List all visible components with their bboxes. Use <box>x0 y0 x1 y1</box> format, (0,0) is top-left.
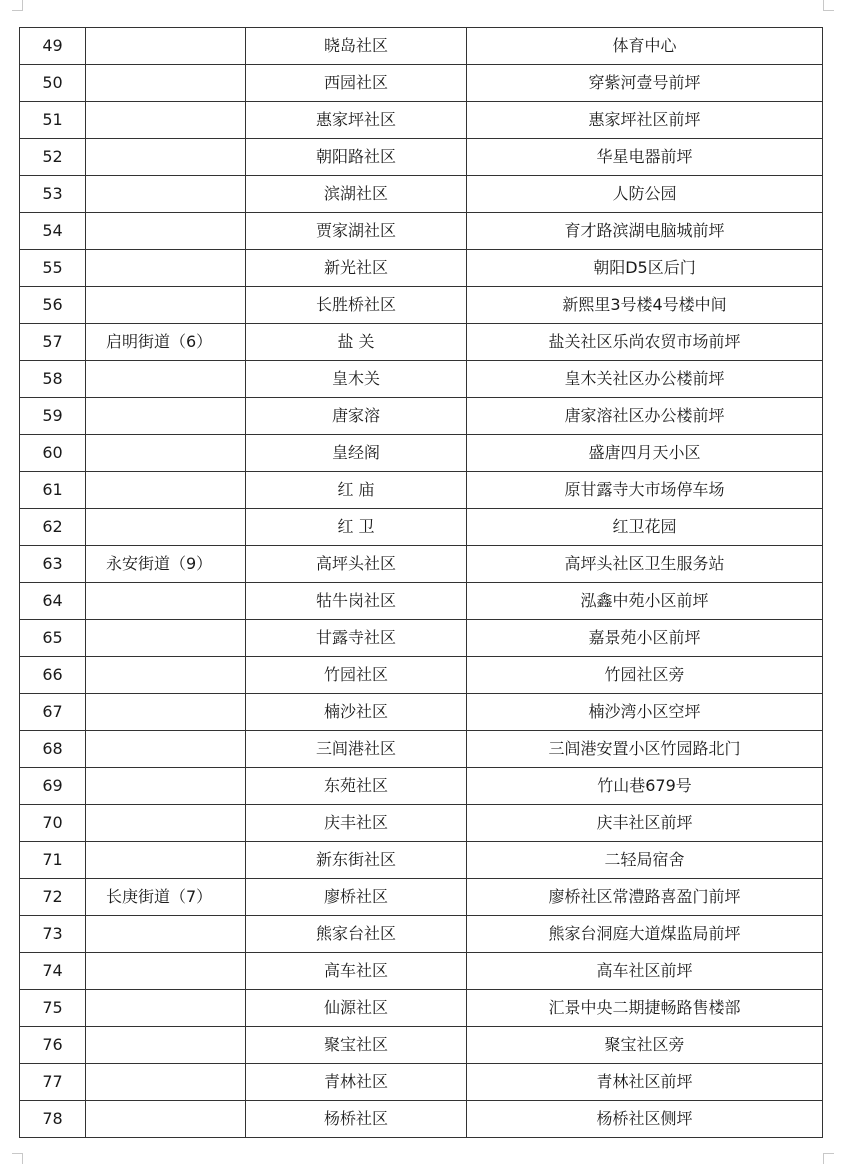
street-cell <box>86 990 246 1027</box>
table-row <box>20 139 823 176</box>
community-cell: 贾家湖社区 <box>246 213 467 250</box>
street-cell <box>86 287 246 324</box>
community-cell: 牯牛岗社区 <box>246 583 467 620</box>
street-cell <box>86 953 246 990</box>
location-cell: 青林社区前坪 <box>467 1064 823 1101</box>
street-cell <box>86 250 246 287</box>
table-row <box>20 28 823 65</box>
row-number-cell: 58 <box>20 361 86 398</box>
location-cell: 高车社区前坪 <box>467 953 823 990</box>
location-cell: 惠家坪社区前坪 <box>467 102 823 139</box>
street-cell <box>86 657 246 694</box>
community-cell: 新东街社区 <box>246 842 467 879</box>
row-number-cell: 78 <box>20 1101 86 1138</box>
table-row <box>20 731 823 768</box>
row-number-cell: 76 <box>20 1027 86 1064</box>
community-cell: 滨湖社区 <box>246 176 467 213</box>
table-row <box>20 287 823 324</box>
table-row <box>20 102 823 139</box>
location-cell: 杨桥社区侧坪 <box>467 1101 823 1138</box>
location-cell: 廖桥社区常澧路喜盈门前坪 <box>467 879 823 916</box>
street-cell <box>86 65 246 102</box>
table-row <box>20 65 823 102</box>
location-cell: 汇景中央二期捷畅路售楼部 <box>467 990 823 1027</box>
location-cell: 华星电器前坪 <box>467 139 823 176</box>
community-cell: 晓岛社区 <box>246 28 467 65</box>
community-cell: 楠沙社区 <box>246 694 467 731</box>
location-cell: 庆丰社区前坪 <box>467 805 823 842</box>
community-cell: 红 庙 <box>246 472 467 509</box>
row-number-cell: 49 <box>20 28 86 65</box>
row-number-cell: 65 <box>20 620 86 657</box>
street-cell <box>86 102 246 139</box>
row-number-cell: 66 <box>20 657 86 694</box>
row-number-cell: 74 <box>20 953 86 990</box>
table-row <box>20 435 823 472</box>
row-number-cell: 55 <box>20 250 86 287</box>
table-row <box>20 842 823 879</box>
location-cell: 唐家溶社区办公楼前坪 <box>467 398 823 435</box>
row-number-cell: 53 <box>20 176 86 213</box>
table-row <box>20 1064 823 1101</box>
street-cell <box>86 694 246 731</box>
row-number-cell: 72 <box>20 879 86 916</box>
location-cell: 楠沙湾小区空坪 <box>467 694 823 731</box>
street-cell <box>86 805 246 842</box>
row-number-cell: 67 <box>20 694 86 731</box>
street-cell <box>86 176 246 213</box>
row-number-cell: 52 <box>20 139 86 176</box>
community-cell: 甘露寺社区 <box>246 620 467 657</box>
location-cell: 盛唐四月天小区 <box>467 435 823 472</box>
table-row <box>20 953 823 990</box>
sites-table-body <box>20 28 823 1138</box>
location-cell: 高坪头社区卫生服务站 <box>467 546 823 583</box>
street-cell <box>86 509 246 546</box>
table-row <box>20 1101 823 1138</box>
table-row <box>20 472 823 509</box>
table-row <box>20 916 823 953</box>
location-cell: 体育中心 <box>467 28 823 65</box>
location-cell: 竹山巷679号 <box>467 768 823 805</box>
location-cell: 原甘露寺大市场停车场 <box>467 472 823 509</box>
row-number-cell: 50 <box>20 65 86 102</box>
street-cell: 长庚街道（7） <box>86 879 246 916</box>
community-cell: 庆丰社区 <box>246 805 467 842</box>
street-cell <box>86 1027 246 1064</box>
row-number-cell: 71 <box>20 842 86 879</box>
table-row <box>20 361 823 398</box>
table-row <box>20 694 823 731</box>
location-cell: 聚宝社区旁 <box>467 1027 823 1064</box>
page-corner-mark <box>12 1153 23 1164</box>
location-cell: 竹园社区旁 <box>467 657 823 694</box>
location-cell: 朝阳D5区后门 <box>467 250 823 287</box>
community-cell: 青林社区 <box>246 1064 467 1101</box>
location-cell: 嘉景苑小区前坪 <box>467 620 823 657</box>
table-row <box>20 879 823 916</box>
street-cell <box>86 472 246 509</box>
row-number-cell: 57 <box>20 324 86 361</box>
row-number-cell: 75 <box>20 990 86 1027</box>
location-cell: 新熙里3号楼4号楼中间 <box>467 287 823 324</box>
row-number-cell: 51 <box>20 102 86 139</box>
street-cell <box>86 731 246 768</box>
street-cell <box>86 361 246 398</box>
location-cell: 泓鑫中苑小区前坪 <box>467 583 823 620</box>
row-number-cell: 56 <box>20 287 86 324</box>
location-cell: 人防公园 <box>467 176 823 213</box>
community-cell: 廖桥社区 <box>246 879 467 916</box>
community-cell: 高车社区 <box>246 953 467 990</box>
page-corner-mark <box>823 0 834 11</box>
community-cell: 朝阳路社区 <box>246 139 467 176</box>
table-row <box>20 546 823 583</box>
street-cell: 永安街道（9） <box>86 546 246 583</box>
street-cell: 启明街道（6） <box>86 324 246 361</box>
community-cell: 东苑社区 <box>246 768 467 805</box>
street-cell <box>86 435 246 472</box>
row-number-cell: 73 <box>20 916 86 953</box>
street-cell <box>86 398 246 435</box>
row-number-cell: 64 <box>20 583 86 620</box>
row-number-cell: 63 <box>20 546 86 583</box>
row-number-cell: 70 <box>20 805 86 842</box>
community-cell: 仙源社区 <box>246 990 467 1027</box>
row-number-cell: 68 <box>20 731 86 768</box>
location-cell: 穿紫河壹号前坪 <box>467 65 823 102</box>
table-row <box>20 1027 823 1064</box>
street-cell <box>86 842 246 879</box>
street-cell <box>86 213 246 250</box>
table-row <box>20 398 823 435</box>
table-row <box>20 657 823 694</box>
location-cell: 红卫花园 <box>467 509 823 546</box>
community-cell: 高坪头社区 <box>246 546 467 583</box>
community-cell: 盐 关 <box>246 324 467 361</box>
row-number-cell: 61 <box>20 472 86 509</box>
table-row <box>20 990 823 1027</box>
street-cell <box>86 1101 246 1138</box>
table-row <box>20 509 823 546</box>
community-cell: 三闾港社区 <box>246 731 467 768</box>
community-cell: 聚宝社区 <box>246 1027 467 1064</box>
table-row <box>20 213 823 250</box>
location-cell: 熊家台洞庭大道煤监局前坪 <box>467 916 823 953</box>
community-cell: 惠家坪社区 <box>246 102 467 139</box>
table-row <box>20 176 823 213</box>
community-cell: 皇经阁 <box>246 435 467 472</box>
row-number-cell: 77 <box>20 1064 86 1101</box>
community-cell: 皇木关 <box>246 361 467 398</box>
street-cell <box>86 768 246 805</box>
location-cell: 育才路滨湖电脑城前坪 <box>467 213 823 250</box>
location-cell: 三闾港安置小区竹园路北门 <box>467 731 823 768</box>
table-row <box>20 324 823 361</box>
community-cell: 熊家台社区 <box>246 916 467 953</box>
table-row <box>20 250 823 287</box>
street-cell <box>86 916 246 953</box>
row-number-cell: 62 <box>20 509 86 546</box>
table-row <box>20 583 823 620</box>
row-number-cell: 59 <box>20 398 86 435</box>
row-number-cell: 54 <box>20 213 86 250</box>
community-cell: 新光社区 <box>246 250 467 287</box>
street-cell <box>86 139 246 176</box>
street-cell <box>86 28 246 65</box>
community-cell: 杨桥社区 <box>246 1101 467 1138</box>
community-cell: 红 卫 <box>246 509 467 546</box>
table-row <box>20 620 823 657</box>
table-row <box>20 805 823 842</box>
location-cell: 二轻局宿舍 <box>467 842 823 879</box>
page-corner-mark <box>12 0 23 11</box>
community-cell: 竹园社区 <box>246 657 467 694</box>
community-cell: 唐家溶 <box>246 398 467 435</box>
location-cell: 盐关社区乐尚农贸市场前坪 <box>467 324 823 361</box>
table-row <box>20 768 823 805</box>
sites-table <box>19 27 823 1138</box>
community-cell: 西园社区 <box>246 65 467 102</box>
street-cell <box>86 583 246 620</box>
community-cell: 长胜桥社区 <box>246 287 467 324</box>
street-cell <box>86 620 246 657</box>
street-cell <box>86 1064 246 1101</box>
location-cell: 皇木关社区办公楼前坪 <box>467 361 823 398</box>
row-number-cell: 69 <box>20 768 86 805</box>
page-corner-mark <box>823 1153 834 1164</box>
row-number-cell: 60 <box>20 435 86 472</box>
